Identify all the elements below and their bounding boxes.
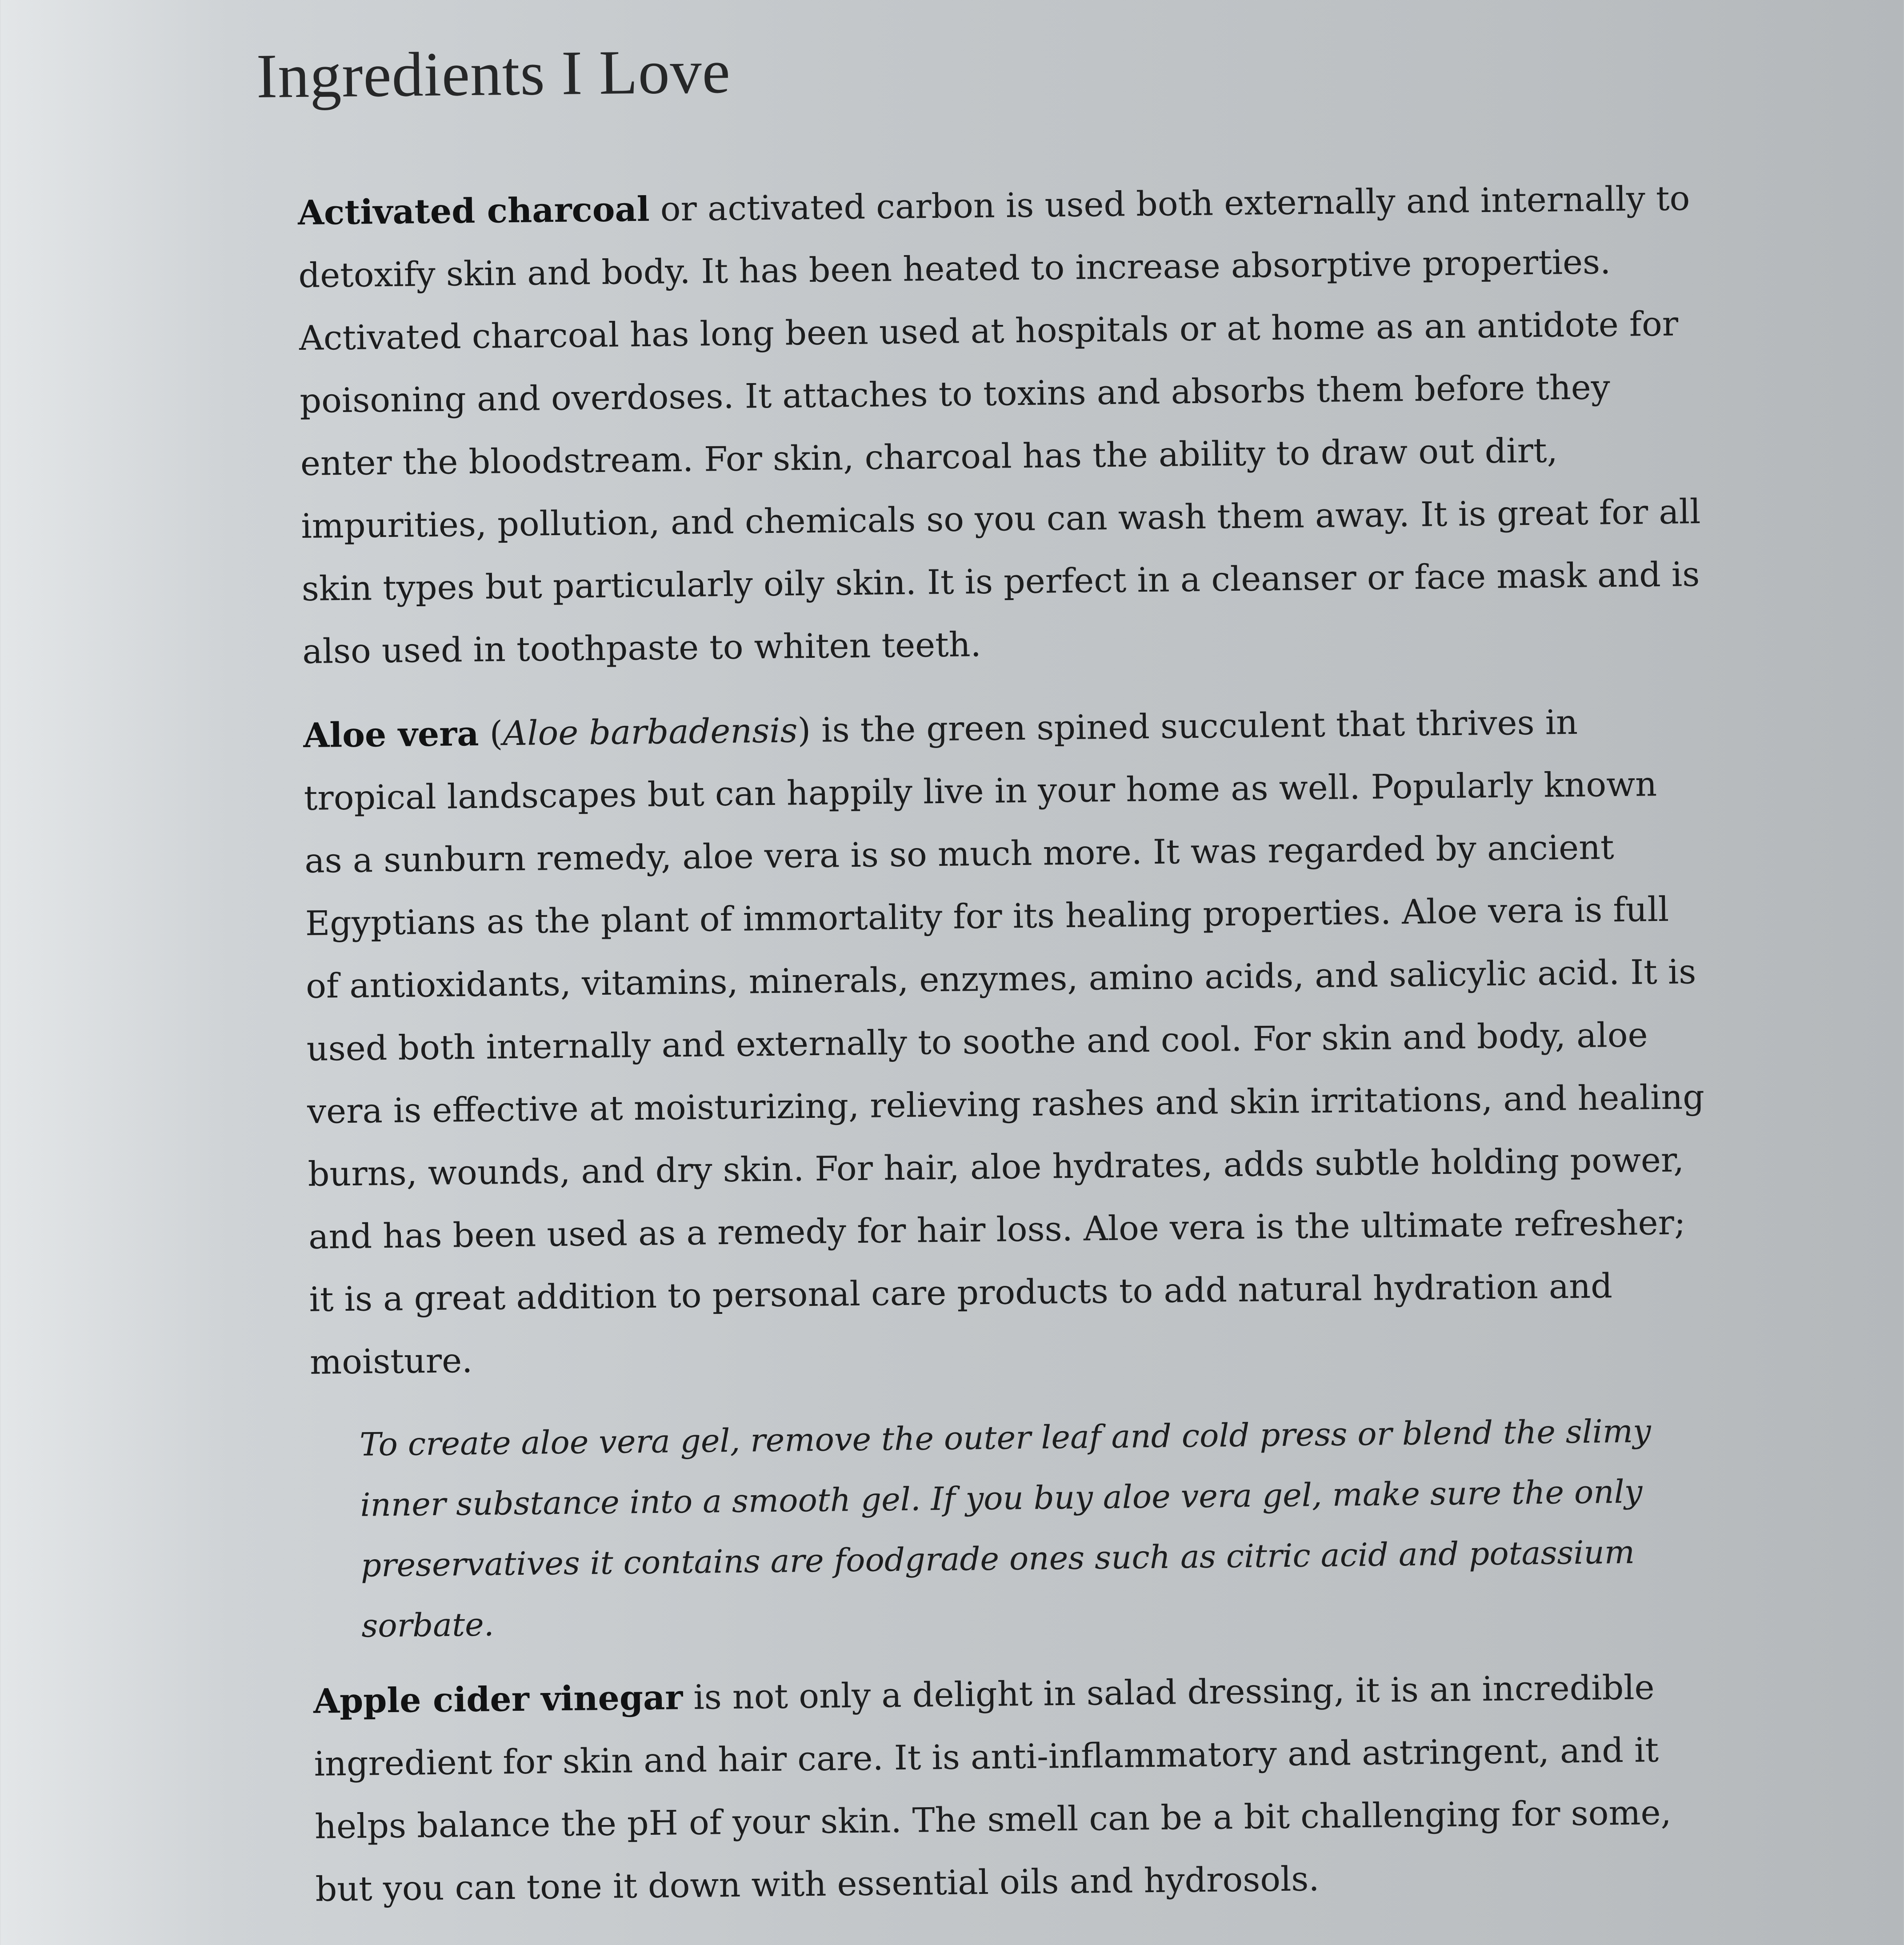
term-heading: Apple cider vinegar <box>313 1677 683 1721</box>
scientific-name: Aloe barbadensis <box>502 710 798 753</box>
paragraph-text: or activated carbon is used both externally and internally to detoxify skin and body. It has been heated to increase absorptive properties. Activated charcoal has long been used at hospitals or at home as an antidote for poisoning and overdoses. It attaches to toxins and absorbs them before they enter the bloodstream. For skin, charcoal has the ability to draw out dirt, impurities, pollution, and chemicals so you can wash them away. It is great for all skin types but particularly oily skin. It is perfect in a cleanser or face mask and is also used in toothpaste to whiten teeth. <box>298 178 1701 671</box>
paragraph-text: ) is the green spined succulent that thrives in tropical landscapes but can happily live in your home as well. Popularly known as a sunburn remedy, aloe vera is so much more. It was regarded by ancient Egyptians as the plant of immortality for its healing properties. Aloe vera is full of antioxidants, vitamins, minerals, enzymes, amino acids, and salicylic acid. It is used both internally and externally to soothe and cool. For skin and body, aloe vera is effective at moisturizing, relieving rashes and skin irritations, and healing burns, wounds, and dry skin. For hair, aloe hydrates, adds subtle holding power, and has been used as a remedy for hair loss. Aloe vera is the ultimate refresher; it is a great addition to personal care products to add natural hydration and moisture. <box>304 702 1705 1382</box>
page-title: Ingredients I Love <box>256 36 731 111</box>
paragraph-activated-charcoal <box>297 167 1703 683</box>
aloe-gel-tip: To create aloe vera gel, remove the outer leaf and cold press or blend the slimy inner substance into a smooth gel. If you buy aloe vera gel, make sure the only preservatives it contains are foodgrade ones such as citric acid and potassium sorbate. <box>359 1412 1652 1645</box>
paragraph-apple-cider-vinegar <box>313 1655 1716 1921</box>
paragraph-text: is not only a delight in salad dressing, it is an incredible ingredient for skin and hair care. It is anti-inflammatory and astringent, and it helps balance the pH of your skin. The smell can be a bit challenging for some, but you can tone it down with essential oils and hydrosols. <box>314 1667 1672 1909</box>
term-heading: Activated charcoal <box>297 189 650 233</box>
paren-open: ( <box>479 713 503 753</box>
paragraph-aloe-vera <box>303 689 1710 1393</box>
page-body <box>297 167 1716 1942</box>
term-heading: Aloe vera <box>303 713 479 755</box>
